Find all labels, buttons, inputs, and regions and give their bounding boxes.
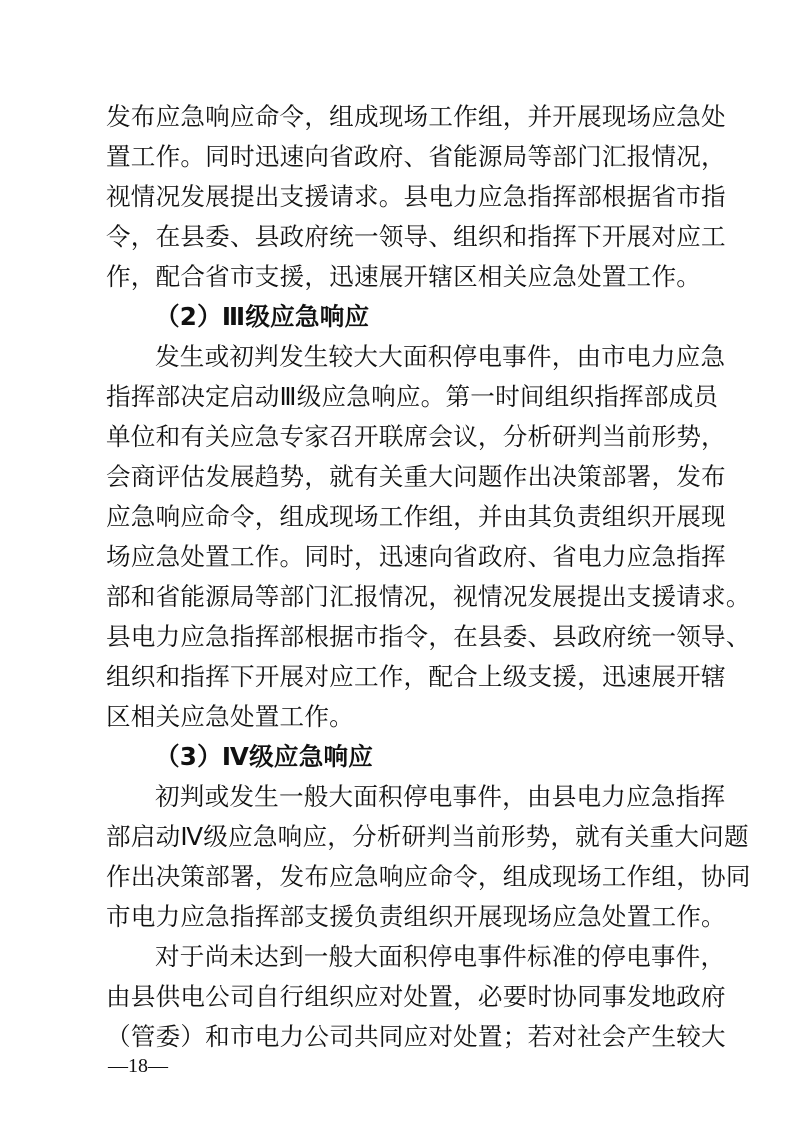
body-line: 组织和指挥下开展对应工作，配合上级支援，迅速展开辖: [106, 662, 726, 691]
body-line: 应急响应命令，组成现场工作组，并由其负责组织开展现: [106, 502, 726, 531]
section-heading-level-3: （2）Ⅲ级应急响应: [155, 302, 370, 331]
body-line: （管委）和市电力公司共同应对处置；若对社会产生较大: [106, 1022, 726, 1051]
body-line: 作出决策部署，发布应急响应命令，组成现场工作组，协同: [106, 862, 751, 891]
body-line: 会商评估发展趋势，就有关重大问题作出决策部署，发布: [106, 462, 726, 491]
body-line: 作，配合省市支援，迅速展开辖区相关应急处置工作。: [106, 262, 702, 291]
body-line: 由县供电公司自行组织应对处置，必要时协同事发地政府: [106, 982, 726, 1011]
section-heading-level-4: （3）Ⅳ级应急响应: [155, 742, 374, 771]
body-line: 发布应急响应命令，组成现场工作组，并开展现场应急处: [106, 102, 726, 131]
body-line: 市电力应急指挥部支援负责组织开展现场应急处置工作。: [106, 902, 726, 931]
body-line: 视情况发展提出支援请求。县电力应急指挥部根据省市指: [106, 182, 726, 211]
body-line: 区相关应急处置工作。: [106, 702, 354, 731]
body-line: 部和省能源局等部门汇报情况，视情况发展提出支援请求。: [106, 582, 751, 611]
body-line: 单位和有关应急专家召开联席会议，分析研判当前形势，: [106, 422, 726, 451]
body-line: 指挥部决定启动Ⅲ级应急响应。第一时间组织指挥部成员: [106, 382, 719, 411]
body-line: 置工作。同时迅速向省政府、省能源局等部门汇报情况，: [106, 142, 726, 171]
body-line: 令，在县委、县政府统一领导、组织和指挥下开展对应工: [106, 222, 726, 251]
paragraph-first-line: 发生或初判发生较大大面积停电事件，由市电力应急: [155, 342, 726, 371]
body-line: 部启动Ⅳ级应急响应，分析研判当前形势，就有关重大问题: [106, 822, 749, 851]
page-number: —18—: [108, 1055, 168, 1077]
paragraph-first-line: 对于尚未达到一般大面积停电事件标准的停电事件，: [155, 942, 726, 971]
paragraph-first-line: 初判或发生一般大面积停电事件，由县电力应急指挥: [155, 782, 726, 811]
body-line: 县电力应急指挥部根据市指令，在县委、县政府统一领导、: [106, 622, 751, 651]
body-line: 场应急处置工作。同时，迅速向省政府、省电力应急指挥: [106, 542, 726, 571]
